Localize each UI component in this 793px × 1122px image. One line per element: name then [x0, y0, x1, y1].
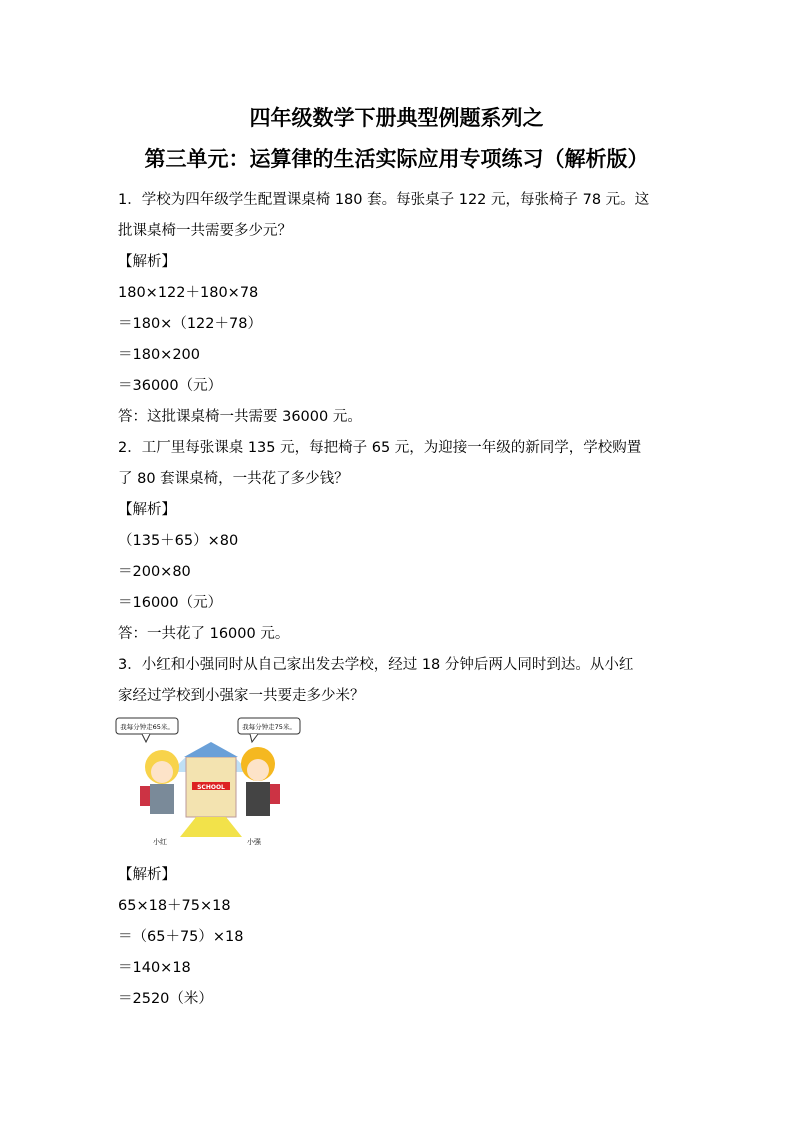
text-line: 65×18＋75×18 — [118, 898, 231, 914]
text-line: 【解析】 — [118, 254, 176, 270]
text-line: 了 80 套课桌椅，一共花了多少钱？ — [118, 471, 349, 487]
school-sign: SCHOOL — [197, 784, 225, 791]
text-line: 批课桌椅一共需要多少元？ — [118, 223, 292, 239]
document-title: 四年级数学下册典型例题系列之 — [249, 106, 544, 130]
text-line: （135＋65）×80 — [118, 533, 239, 549]
text-line: 答：这批课桌椅一共需要 36000 元。 — [118, 409, 362, 425]
text-line: ＝180×（122＋78） — [118, 316, 262, 332]
text-line: 180×122＋180×78 — [118, 285, 259, 301]
text-line: 1．学校为四年级学生配置课桌椅 180 套。每张桌子 122 元，每张椅子 78 元。这 — [118, 192, 650, 208]
text-line: 家经过学校到小强家一共要走多少米？ — [118, 688, 365, 704]
text-line: ＝140×18 — [118, 960, 191, 976]
text-line: 答：一共花了 16000 元。 — [118, 626, 290, 642]
label-xiaoqiang: 小强 — [247, 838, 261, 846]
bubble-left-text: 我每分钟走65米。 — [120, 723, 174, 731]
text-line: 2．工厂里每张课桌 135 元，每把椅子 65 元，为迎接一年级的新同学，学校购置 — [118, 440, 642, 456]
text-line: ＝16000（元） — [118, 595, 223, 611]
text-line: ＝180×200 — [118, 347, 201, 363]
text-line: ＝（65＋75）×18 — [118, 929, 244, 945]
bubble-right-text: 我每分钟走75米。 — [242, 723, 296, 731]
school-children-illustration — [112, 712, 308, 848]
label-xiaohong: 小红 — [153, 838, 167, 846]
text-line: 【解析】 — [118, 867, 176, 883]
document-subtitle: 第三单元：运算律的生活实际应用专项练习（解析版） — [144, 147, 649, 171]
text-line: 【解析】 — [118, 502, 176, 518]
text-line: 3．小红和小强同时从自己家出发去学校，经过 18 分钟后两人同时到达。从小红 — [118, 657, 634, 673]
text-line: ＝2520（米） — [118, 991, 213, 1007]
text-line: ＝36000（元） — [118, 378, 223, 394]
text-line: ＝200×80 — [118, 564, 191, 580]
